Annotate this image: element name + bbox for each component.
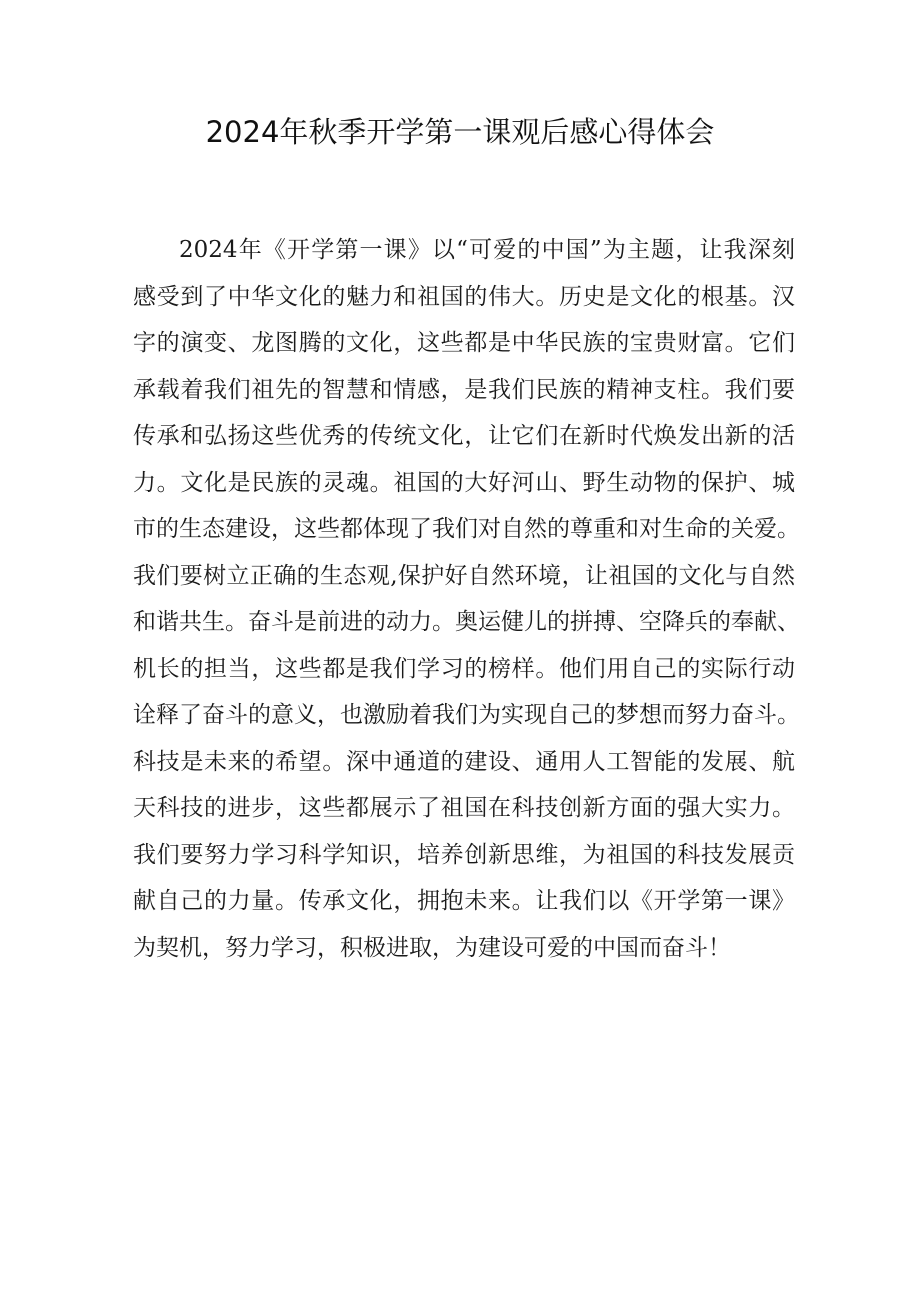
paragraph-line: 我们要努力学习科学知识，培养创新思维，为祖国的科技发展贡 [133,841,795,868]
paragraph-line: 力。文化是民族的灵魂。祖国的大好河山、野生动物的保护、城 [133,469,795,496]
document-title: 2024年秋季开学第一课观后感心得体会 [205,115,715,149]
paragraph-line: 2024年《开学第一课》以“可爱的中国”为主题，让我深刻 [179,237,795,263]
paragraph-line: 为契机，努力学习，积极进取，为建设可爱的中国而奋斗！ [133,934,731,961]
paragraph-line: 科技是未来的希望。深中通道的建设、通用人工智能的发展、航 [133,748,795,775]
paragraph-line: 诠释了奋斗的意义，也激励着我们为实现自己的梦想而努力奋斗。 [133,702,800,728]
document-body-paragraph [133,227,800,971]
paragraph-line: 我们要树立正确的生态观,保护好自然环境，让祖国的文化与自然 [133,562,795,589]
paragraph-line: 感受到了中华文化的魅力和祖国的伟大。历史是文化的根基。汉 [133,283,795,310]
paragraph-line: 市的生态建设，这些都体现了我们对自然的尊重和对生命的关爱。 [133,516,800,542]
paragraph-line: 献自己的力量。传承文化，拥抱未来。让我们以《开学第一课》 [133,888,795,914]
paragraph-line: 承载着我们祖先的智慧和情感，是我们民族的精神支柱。我们要 [133,376,795,403]
paragraph-line: 字的演变、龙图腾的文化，这些都是中华民族的宝贵财富。它们 [133,330,795,356]
paragraph-line: 和谐共生。奋斗是前进的动力。奥运健儿的拼搏、空降兵的奉献、 [133,609,800,635]
paragraph-line: 机长的担当，这些都是我们学习的榜样。他们用自己的实际行动 [133,655,795,682]
paragraph-line: 天科技的进步，这些都展示了祖国在科技创新方面的强大实力。 [133,795,795,821]
paragraph-line: 传承和弘扬这些优秀的传统文化，让它们在新时代焕发出新的活 [133,423,795,449]
